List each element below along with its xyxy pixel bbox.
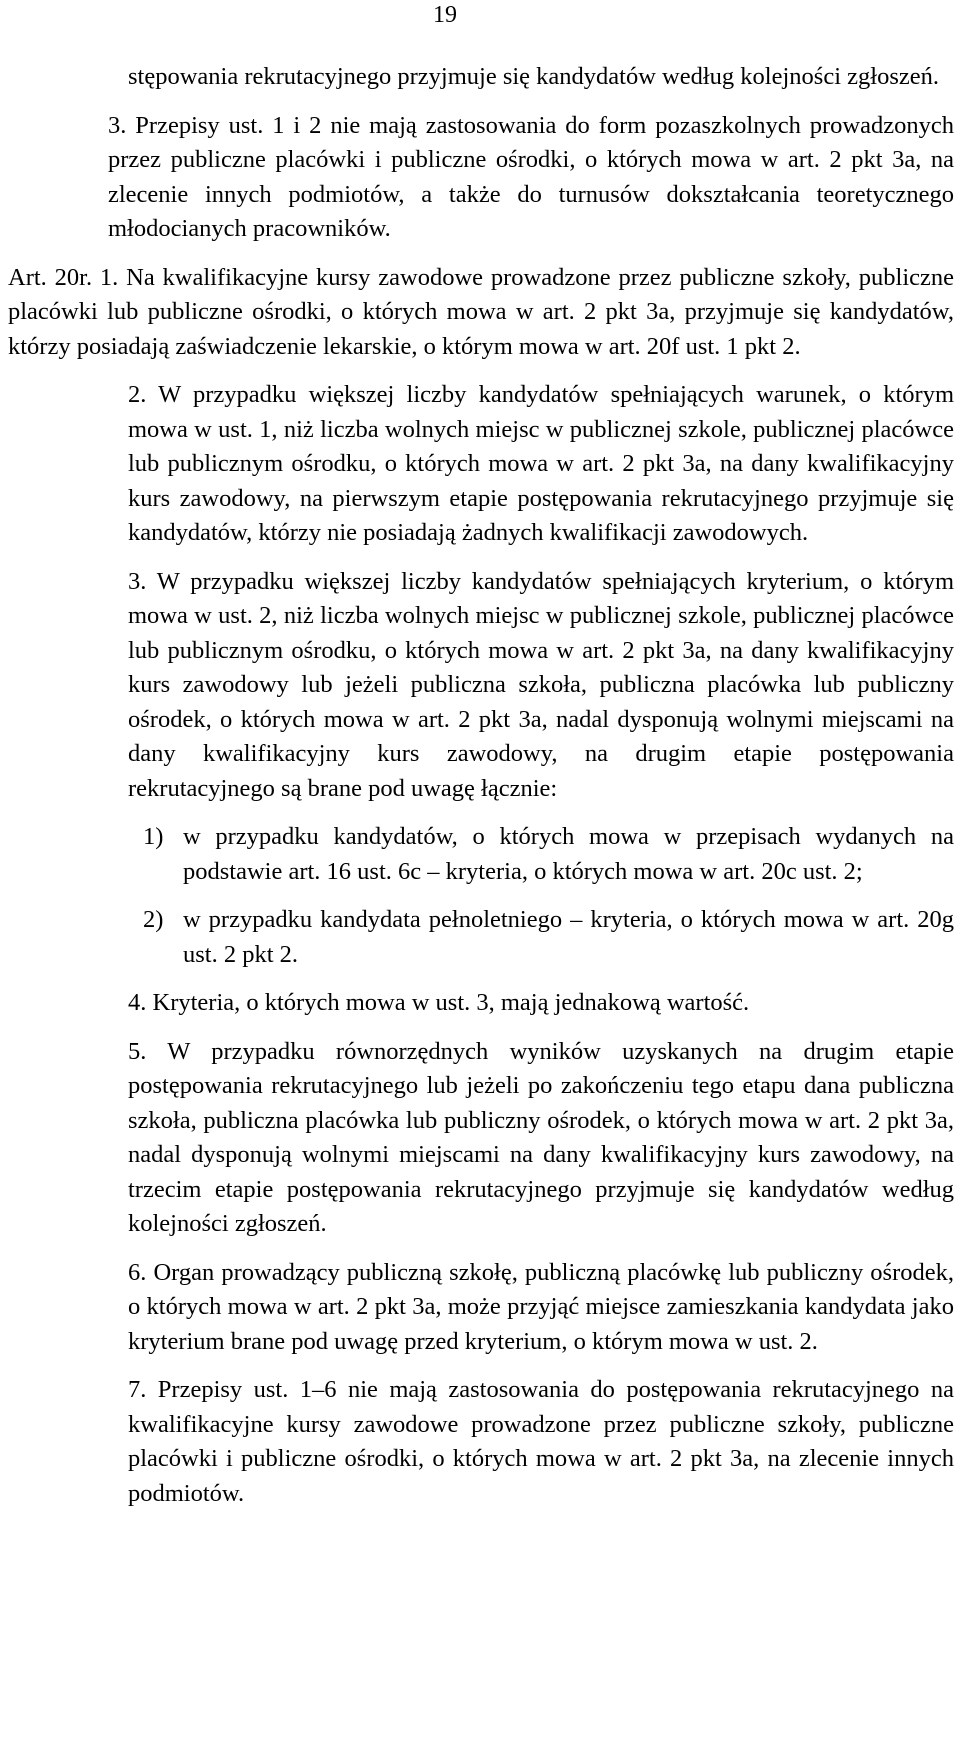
paragraph-art-20r-ust-6: 6. Organ prowadzący publiczną szkołę, publiczną placówkę lub publiczny ośrodek, o których mowa w art. 2 pkt 3a, może przyjąć miejsce zamieszkania kandydata jako kryterium brane pod uwagę przed kryterium, o którym mowa w ust. 2.	[128, 1258, 954, 1355]
list-item-1-number: 1)	[143, 823, 164, 850]
list-item-1-text: w przypadku kandydatów, o których mowa w przepisach wydanych na podstawie art. 16 ust. 6c – kryteria, o których mowa w art. 20c ust. 2;	[183, 823, 954, 885]
paragraph-continuation: stępowania rekrutacyjnego przyjmuje się kandydatów według kolejności zgłoszeń.	[128, 63, 939, 90]
list-item-1	[143, 820, 954, 889]
paragraph-art-20r-ust-5: 5. W przypadku równorzędnych wyników uzyskanych na drugim etapie postępowania rekrutacyjnego lub jeżeli po zakończeniu tego etapu dana publiczna szkoła, publiczna placówka lub publiczny ośrodek, o których mowa w art. 2 pkt 3a, nadal dysponują wolnymi miejscami na dany kwalifikacyjny kurs zawodowy, na trzecim etapie postępowania rekrutacyjnego przyjmuje się kandydatów według kolejności zgłoszeń.	[128, 1037, 954, 1237]
paragraph-art-20r-ust-2: 2. W przypadku większej liczby kandydatów spełniających warunek, o którym mowa w ust. 1, niż liczba wolnych miejsc w publicznej szkole, publicznej placówce lub publicznym ośrodku, o których mowa w art. 2 pkt 3a, na dany kwalifikacyjny kurs zawodowy, na pierwszym etapie postępowania rekrutacyjnego przyjmuje się kandydatów, którzy nie posiadają żadnych kwalifikacji zawodowych.	[128, 381, 954, 546]
paragraph-art-20r-ust-7: 7. Przepisy ust. 1–6 nie mają zastosowania do postępowania rekrutacyjnego na kwalifikacyjne kursy zawodowe prowadzone przez publiczne szkoły, publiczne placówki i publiczne ośrodki, o których mowa w art. 2 pkt 3a, na zlecenie innych podmiotów.	[128, 1376, 954, 1507]
paragraph-art-20r: Art. 20r. 1. Na kwalifikacyjne kursy zawodowe prowadzone przez publiczne szkoły, publiczne placówki lub publiczne ośrodki, o których mowa w art. 2 pkt 3a, przyjmuje się kandydatów, którzy posiadają zaświadczenie lekarskie, o którym mowa w art. 20f ust. 1 pkt 2.	[8, 263, 954, 360]
document-body	[8, 60, 954, 1511]
list-item-2	[143, 903, 954, 972]
paragraph-ust-3: 3. Przepisy ust. 1 i 2 nie mają zastosowania do form pozaszkolnych prowadzonych przez publiczne placówki i publiczne ośrodki, o których mowa w art. 2 pkt 3a, na zlecenie innych podmiotów, a także do turnusów dokształcania teoretycznego młodocianych pracowników.	[108, 111, 954, 242]
paragraph-art-20r-ust-3: 3. W przypadku większej liczby kandydatów spełniających kryterium, o którym mowa w ust. 2, niż liczba wolnych miejsc w publicznej szkole, publicznej placówce lub publicznym ośrodku, o których mowa w art. 2 pkt 3a, na dany kwalifikacyjny kurs zawodowy lub jeżeli publiczna szkoła, publiczna placówka lub publiczny ośrodek, o których mowa w art. 2 pkt 3a, nadal dysponują wolnymi miejscami na dany kwalifikacyjny kurs zawodowy, na drugim etapie postępowania rekrutacyjnego są brane pod uwagę łącznie:	[128, 567, 954, 802]
list-item-2-number: 2)	[143, 906, 164, 933]
page-number: 19	[433, 2, 457, 28]
paragraph-art-20r-ust-4: 4. Kryteria, o których mowa w ust. 3, mają jednakową wartość.	[128, 989, 750, 1016]
list-item-2-text: w przypadku kandydata pełnoletniego – kryteria, o których mowa w art. 20g ust. 2 pkt 2.	[183, 906, 954, 968]
